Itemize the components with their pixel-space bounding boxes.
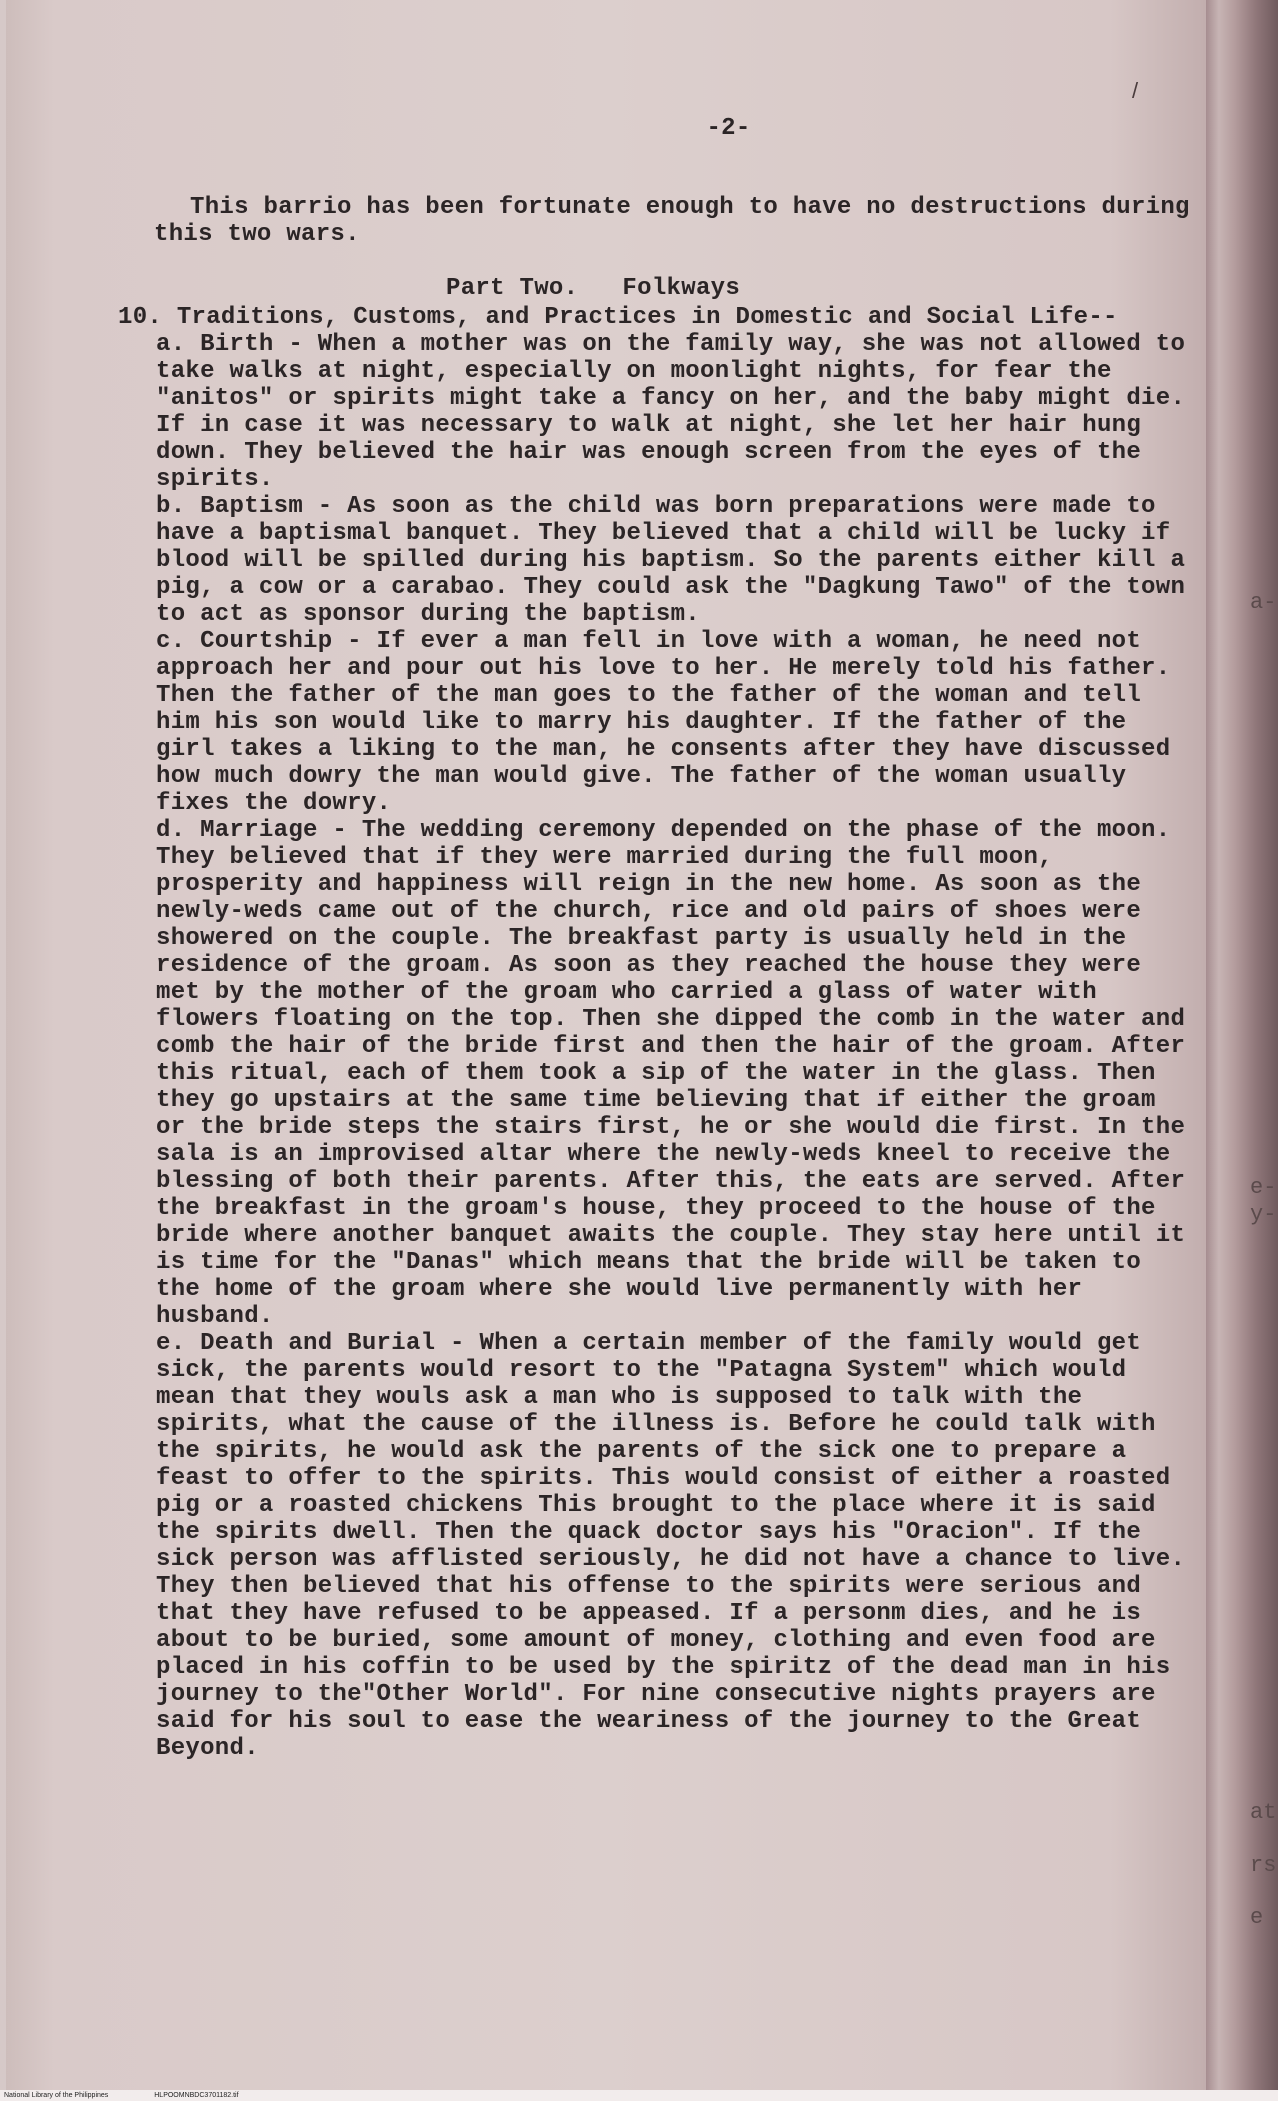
margin-fragment: e- [1250, 1175, 1277, 1200]
margin-fragment: a- [1250, 590, 1277, 615]
footer-filename: HLPOOMNBDC3701182.tif [154, 2092, 239, 2099]
page-number: -2- [706, 115, 751, 142]
scan-footer [0, 2090, 1278, 2101]
pencil-mark: / [1132, 78, 1139, 103]
margin-fragment: e [1250, 1905, 1264, 1930]
margin-fragment: y- [1250, 1202, 1277, 1227]
part-title: Part Two. Folkways [446, 275, 741, 302]
section-number: 10. [118, 304, 163, 331]
paragraph-death-burial: e. Death and Burial - When a certain member of the family would get sick, the parents would resort to the "Patagna System" which would mean that they wouls ask a man who is supposed to talk with the spirits, what the cause of the illness is. Before he could talk with the spirits, he would ask the parents of the sick one to prepare a feast to offer to the spirits. This would consist of either a roasted pig or a roasted chickens This brought to the place where it is said the spirits dwell. Then the quack doctor says his "Oracion". If the sick person was afflisted seriously, he did not have a chance to live. They then believed that his offense to the spirits were serious and that they have refused to be appeased. If a personm dies, and he is about to be buried, some amount of money, clothing and even food are placed in his coffin to be used by the spiritz of the dead man in his journey to the"Other World". For nine consecutive nights prayers are said for his soul to ease the weariness of the journey to the Great Beyond. [156, 1330, 1186, 1762]
book-binding-edge [1206, 0, 1278, 2090]
typewritten-page [6, 0, 1206, 2090]
footer-institution: National Library of the Philippines [4, 2092, 109, 2099]
paragraph-birth: a. Birth - When a mother was on the family way, she was not allowed to take walks at night, especially on moonlight nights, for fear the "anitos" or spirits might take a fancy on her, and the baby might die. If in case it was necessary to walk at night, she let her hair hung down. They believed the hair was enough screen from the eyes of the spirits. [156, 331, 1186, 493]
section-heading [118, 304, 1191, 331]
section-title: Traditions, Customs, and Practices in Domestic and Social Life-- [176, 304, 1118, 331]
paragraph-baptism: b. Baptism - As soon as the child was born preparations were made to have a baptismal banquet. They believed that a child will be lucky if blood will be spilled during his baptism. So the parents either kill a pig, a cow or a carabao. They could ask the "Dagkung Tawo" of the town to act as sponsor during the baptism. [156, 493, 1186, 628]
paragraph-marriage: d. Marriage - The wedding ceremony depended on the phase of the moon. They believed that if they were married during the full moon, prosperity and happiness will reign in the new home. As soon as the newly-weds came out of the church, rice and old pairs of shoes were showered on the couple. The breakfast party is usually held in the residence of the groam. As soon as they reached the house they were met by the mother of the groam who carried a glass of water with flowers floating on the top. Then she dipped the comb in the water and comb the hair of the bride first and then the hair of the groam. After this ritual, each of them took a sip of the water in the glass. Then they go upstairs at the same time believing that if either the groam or the bride steps the stairs first, he or she would die first. In the sala is an improvised altar where the newly-weds kneel to receive the blessing of both their parents. After this, the eats are served. After the breakfast in the groam's house, they proceed to the house of the bride where another banquet awaits the couple. They stay here until it is time for the "Danas" which means that the bride will be taken to the home of the groam where she would live permanently with her husband. [156, 817, 1186, 1330]
page-content [118, 115, 1191, 1762]
intro-paragraph: This barrio has been fortunate enough to have no destructions during this two wars. [154, 194, 1190, 248]
margin-fragment: rs [1250, 1853, 1277, 1878]
margin-fragment: at [1250, 1800, 1277, 1825]
paragraph-courtship: c. Courtship - If ever a man fell in love with a woman, he need not approach her and pour out his love to her. He merely told his father. Then the father of the man goes to the father of the woman and tell him his son would like to marry his daughter. If the father of the girl takes a liking to the man, he consents after they have discussed how much dowry the man would give. The father of the woman usually fixes the dowry. [156, 628, 1171, 817]
